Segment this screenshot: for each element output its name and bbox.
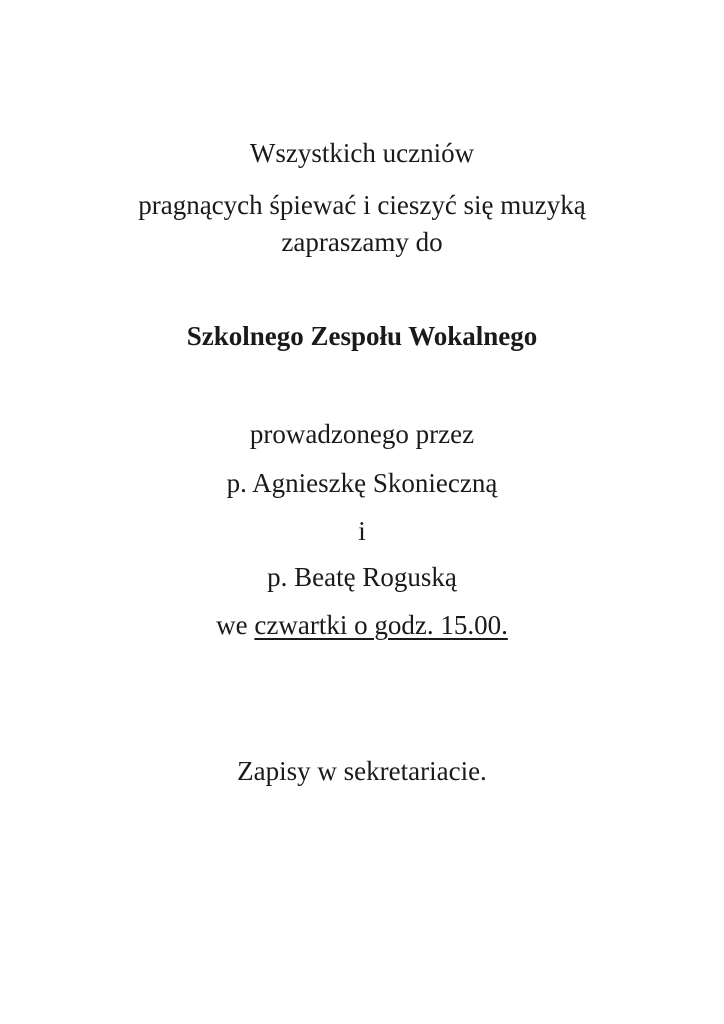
enrollment-note: Zapisy w sekretariacie. [237,756,487,786]
led-by-text: prowadzonego przez [249,419,475,449]
schedule-prefix: we [216,610,255,640]
teacher-2-name: p. Beatę Roguską [267,562,457,592]
schedule-line [0,609,724,641]
schedule-time: czwartki o godz. 15.00. [254,610,508,640]
invitation-line-invite: zapraszamy do [281,227,443,257]
conjunction-text: i [358,516,366,546]
invitation-line-students: Wszystkich uczniów [249,138,475,168]
invitation-line-singing: pragnących śpiewać i cieszyć się muzyką [138,190,586,220]
teacher-1-name: p. Agnieszkę Skonieczną [226,468,498,498]
ensemble-name-heading: Szkolnego Zespołu Wokalnego [186,321,538,351]
